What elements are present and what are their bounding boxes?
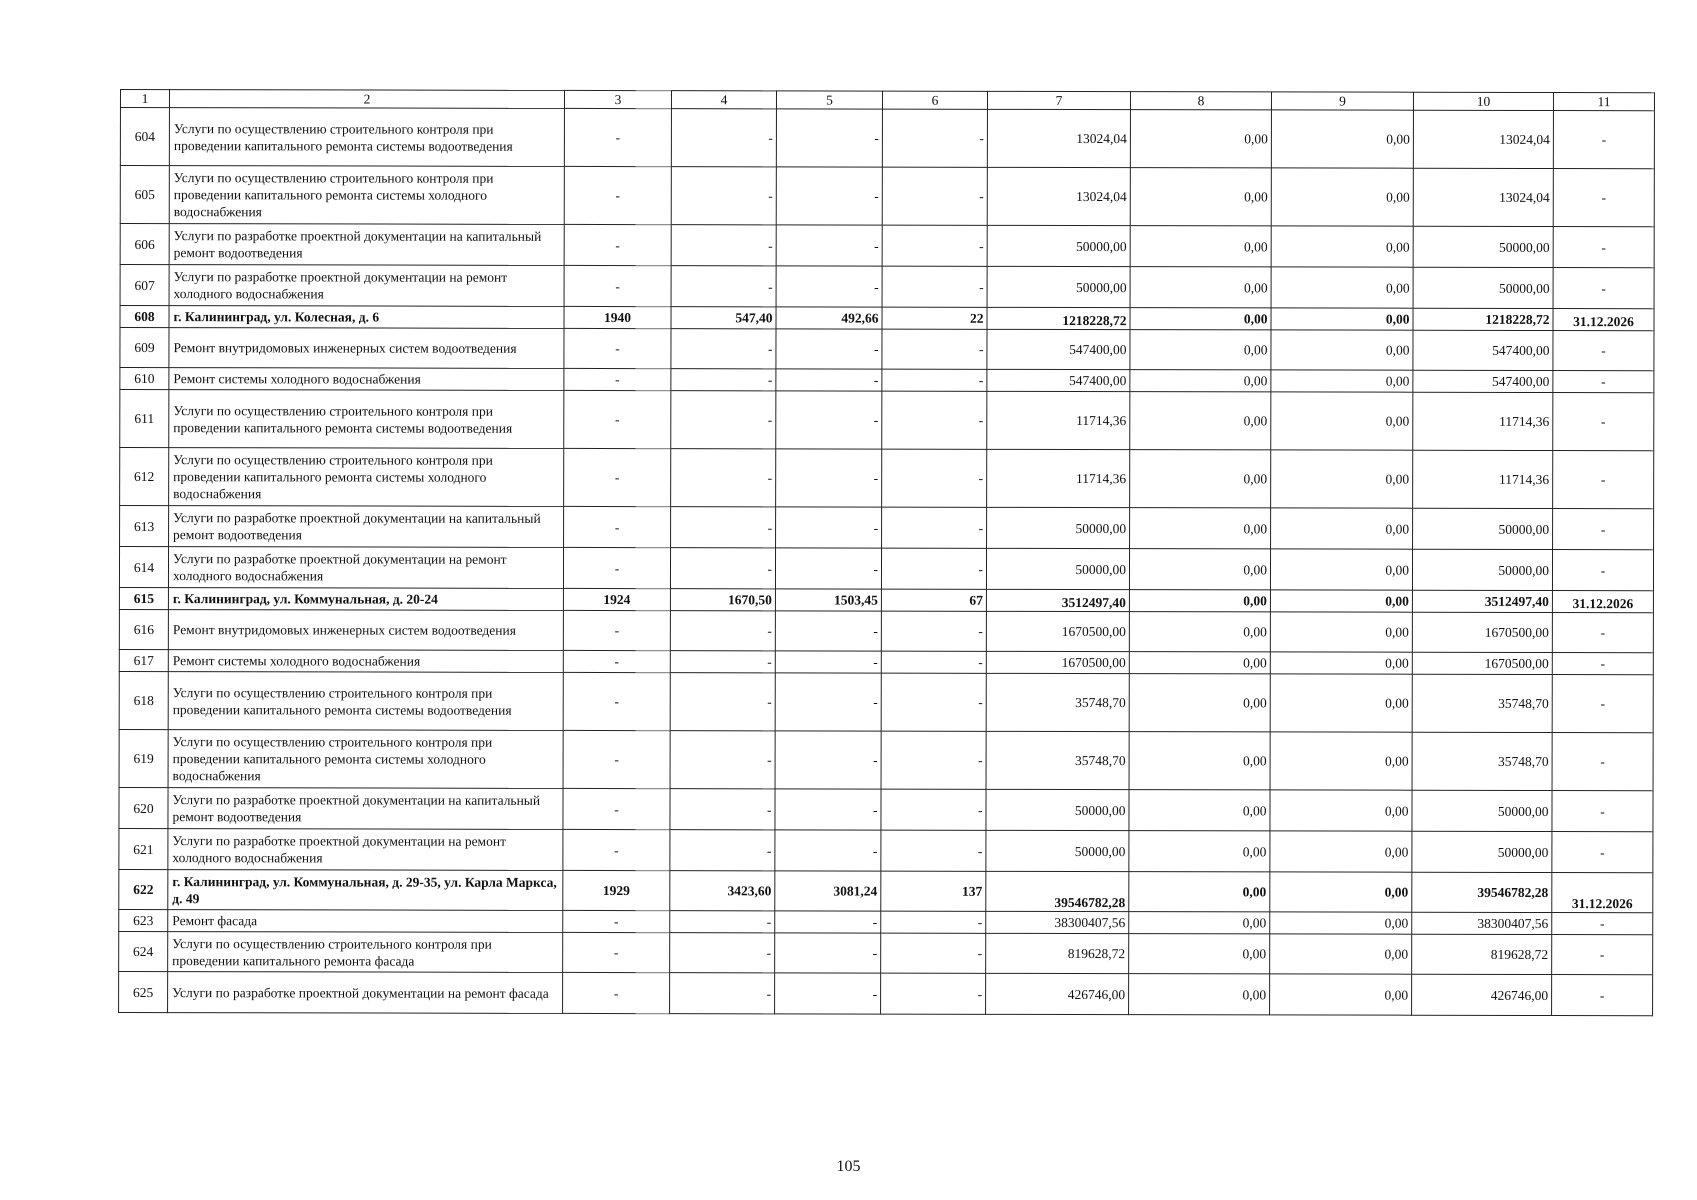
col10-amount-cell: 50000,00 [1413, 508, 1553, 549]
year-cell: - [564, 506, 671, 547]
col9-amount-cell: 0,00 [1271, 508, 1413, 549]
header-cell: 1 [120, 90, 169, 108]
year-cell: - [563, 547, 670, 588]
col6-cell: - [881, 651, 986, 673]
col8-amount-cell: 0,00 [1130, 308, 1271, 330]
header-cell: 8 [1130, 92, 1271, 110]
description-cell: Услуги по осуществлению строительного контроля при проведении капитального ремонта системы водоотведения [168, 672, 563, 731]
row-number-cell: 605 [120, 166, 169, 224]
address-row [119, 869, 1653, 912]
table-row [119, 828, 1653, 872]
col10-amount-cell: 50000,00 [1412, 790, 1552, 831]
col10-amount-cell: 547400,00 [1413, 370, 1553, 392]
col8-amount-cell: 0,00 [1129, 934, 1270, 974]
col10-amount-cell: 35748,70 [1412, 674, 1552, 732]
table-row [119, 609, 1653, 652]
year-cell: - [564, 166, 671, 224]
row-number-cell: 622 [119, 869, 168, 909]
col6-cell: - [881, 830, 986, 871]
page-number: 105 [836, 1158, 861, 1175]
deadline-cell: - [1553, 371, 1654, 393]
description-cell: Услуги по разработке проектной документации на ремонт холодного водоснабжения [169, 265, 564, 307]
col6-cell: 137 [881, 871, 986, 911]
col6-cell: 67 [881, 589, 986, 611]
deadline-cell: - [1552, 832, 1653, 873]
col5-cell: - [775, 673, 881, 731]
col4-cell: - [670, 731, 775, 789]
col9-amount-cell: 0,00 [1270, 612, 1412, 652]
col5-cell: - [775, 651, 881, 673]
row-number-cell: 608 [120, 306, 169, 328]
header-cell: 4 [671, 91, 776, 109]
col7-amount-cell: 819628,72 [986, 933, 1129, 973]
col10-amount-cell: 50000,00 [1413, 267, 1553, 308]
row-number-cell: 616 [119, 609, 168, 649]
year-cell: - [563, 788, 670, 829]
col8-amount-cell: 0,00 [1129, 912, 1270, 934]
row-number-cell: 617 [119, 649, 168, 671]
col5-cell: - [776, 369, 882, 391]
deadline-cell: - [1552, 653, 1653, 675]
year-cell: - [564, 448, 671, 506]
col6-cell: - [881, 673, 986, 731]
col4-cell: - [670, 789, 775, 830]
col7-amount-cell: 13024,04 [987, 167, 1130, 225]
table-row [119, 787, 1653, 831]
col10-amount-cell: 39546782,28 [1412, 872, 1552, 912]
col9-amount-cell: 0,00 [1270, 974, 1412, 1015]
col6-cell: - [882, 167, 987, 225]
description-cell: Услуги по осуществлению строительного контроля при проведении капитального ремонта системы водоотведения [169, 390, 564, 449]
col5-cell: - [775, 548, 881, 589]
deadline-cell: - [1552, 550, 1653, 591]
deadline-cell: - [1553, 331, 1654, 371]
description-cell: Услуги по осуществлению строительного контроля при проведении капитального ремонта фасада [168, 932, 563, 973]
row-number-cell: 618 [119, 671, 168, 729]
col5-cell: - [775, 731, 881, 789]
col8-amount-cell: 0,00 [1130, 370, 1271, 392]
col5-cell: - [776, 449, 882, 507]
table-row [119, 649, 1653, 674]
col9-amount-cell: 0,00 [1271, 308, 1413, 330]
col10-amount-cell: 1670500,00 [1412, 612, 1552, 652]
col10-amount-cell: 11714,36 [1413, 392, 1553, 450]
col4-cell: - [670, 911, 775, 933]
deadline-cell: - [1552, 613, 1653, 653]
col9-amount-cell: 0,00 [1270, 831, 1412, 872]
description-cell: Услуги по осуществлению строительного контроля при проведении капитального ремонта системы водоотведения [169, 108, 564, 167]
col7-amount-cell: 50000,00 [987, 266, 1130, 307]
header-cell: 10 [1413, 92, 1553, 110]
col9-amount-cell: 0,00 [1270, 549, 1412, 590]
table-row [120, 166, 1654, 227]
col6-cell: - [881, 973, 986, 1014]
col8-amount-cell: 0,00 [1130, 330, 1271, 370]
col8-amount-cell: 0,00 [1129, 974, 1270, 1015]
col7-amount-cell: 1670500,00 [986, 651, 1129, 673]
col4-cell: 1670,50 [670, 589, 775, 611]
description-cell: Услуги по разработке проектной документации на капитальный ремонт водоотведения [169, 506, 564, 548]
description-cell: Ремонт системы холодного водоснабжения [168, 650, 563, 673]
col6-cell: - [881, 911, 986, 933]
col4-cell: 3423,60 [670, 871, 775, 911]
col5-cell: - [775, 973, 881, 1014]
year-cell: - [564, 265, 671, 306]
table-row [119, 671, 1653, 732]
deadline-cell: - [1552, 935, 1653, 975]
col8-amount-cell: 0,00 [1129, 872, 1270, 912]
header-cell: 2 [169, 90, 564, 109]
header-cell: 5 [776, 91, 882, 109]
col7-amount-cell: 547400,00 [987, 369, 1130, 391]
row-number-cell: 619 [119, 729, 168, 787]
col9-amount-cell: 0,00 [1270, 674, 1412, 732]
col7-amount-cell: 1670500,00 [986, 611, 1129, 651]
row-number-cell: 610 [120, 368, 169, 390]
description-cell: Ремонт фасада [168, 910, 563, 933]
col6-cell: - [882, 391, 987, 449]
col4-cell: - [671, 391, 776, 449]
table-row [120, 368, 1654, 393]
col7-amount-cell: 50000,00 [986, 789, 1129, 830]
deadline-cell: - [1553, 169, 1654, 227]
deadline-cell: - [1552, 733, 1653, 791]
col6-cell: - [881, 731, 986, 789]
row-number-cell: 609 [120, 328, 169, 368]
col8-amount-cell: 0,00 [1130, 392, 1271, 450]
col6-cell: - [881, 548, 986, 589]
col8-amount-cell: 0,00 [1130, 450, 1271, 508]
description-cell: Услуги по разработке проектной документации на ремонт холодного водоснабжения [168, 547, 563, 589]
year-cell: - [563, 672, 670, 730]
col7-amount-cell: 39546782,28 [986, 871, 1129, 911]
col8-amount-cell: 0,00 [1129, 790, 1270, 831]
table-row [120, 448, 1654, 509]
col8-amount-cell: 0,00 [1130, 110, 1271, 168]
col4-cell: - [671, 329, 776, 369]
col7-amount-cell: 11714,36 [987, 391, 1130, 449]
description-cell: г. Калининград, ул. Колесная, д. 6 [169, 306, 564, 329]
year-cell: - [563, 829, 670, 870]
col8-amount-cell: 0,00 [1130, 267, 1271, 308]
col9-amount-cell: 0,00 [1271, 168, 1413, 226]
year-cell: 1929 [563, 870, 670, 910]
col8-amount-cell: 0,00 [1130, 508, 1271, 549]
col4-cell: - [670, 548, 775, 589]
col6-cell: - [881, 933, 986, 973]
year-cell: - [563, 730, 670, 788]
year-cell: - [564, 108, 671, 166]
description-cell: Услуги по разработке проектной документации на ремонт холодного водоснабжения [168, 829, 563, 871]
col7-amount-cell: 35748,70 [986, 731, 1129, 789]
col8-amount-cell: 0,00 [1129, 612, 1270, 652]
col9-amount-cell: 0,00 [1270, 872, 1412, 912]
col4-cell: - [671, 369, 776, 391]
col5-cell: - [776, 225, 882, 266]
col10-amount-cell: 50000,00 [1412, 831, 1552, 872]
table-row [120, 265, 1654, 309]
year-cell: 1940 [564, 306, 671, 328]
col7-amount-cell: 50000,00 [987, 507, 1130, 548]
deadline-cell: - [1553, 451, 1654, 509]
col10-amount-cell: 1218228,72 [1413, 308, 1553, 330]
year-cell: - [563, 910, 670, 932]
col7-amount-cell: 1218228,72 [987, 307, 1130, 329]
table-row [119, 547, 1653, 591]
description-cell: Услуги по разработке проектной документации на ремонт фасада [168, 972, 563, 1014]
row-number-cell: 607 [120, 265, 169, 306]
row-number-cell: 624 [119, 931, 168, 971]
table-row [120, 108, 1654, 169]
year-cell: - [564, 328, 671, 368]
description-cell: Ремонт внутридомовых инженерных систем водоотведения [168, 610, 563, 651]
col5-cell: - [776, 167, 882, 225]
deadline-cell: 31.12.2026 [1552, 873, 1653, 913]
col8-amount-cell: 0,00 [1129, 732, 1270, 790]
col4-cell: 547,40 [671, 307, 776, 329]
col7-amount-cell: 50000,00 [987, 225, 1130, 266]
col4-cell: - [670, 673, 775, 731]
deadline-cell: - [1553, 268, 1654, 309]
col10-amount-cell: 50000,00 [1413, 226, 1553, 267]
col6-cell: - [882, 266, 987, 307]
col9-amount-cell: 0,00 [1271, 450, 1413, 508]
data-table [118, 89, 1655, 1016]
table-row [119, 931, 1653, 974]
description-cell: Ремонт внутридомовых инженерных систем водоотведения [169, 328, 564, 369]
col4-cell: - [670, 830, 775, 871]
col7-amount-cell: 35748,70 [986, 673, 1129, 731]
table-row [119, 909, 1653, 934]
col10-amount-cell: 50000,00 [1412, 549, 1552, 590]
col9-amount-cell: 0,00 [1271, 267, 1413, 308]
deadline-cell: - [1553, 393, 1654, 451]
header-cell: 9 [1271, 92, 1413, 110]
col5-cell: - [776, 266, 882, 307]
col4-cell: - [670, 933, 775, 973]
col8-amount-cell: 0,00 [1129, 549, 1270, 590]
header-cell: 7 [987, 91, 1130, 109]
col10-amount-cell: 35748,70 [1412, 732, 1552, 790]
description-cell: г. Калининград, ул. Коммунальная, д. 20-24 [168, 588, 563, 611]
col8-amount-cell: 0,00 [1129, 590, 1270, 612]
col9-amount-cell: 0,00 [1270, 790, 1412, 831]
table-row [119, 729, 1653, 790]
col4-cell: - [670, 611, 775, 651]
description-cell: Услуги по разработке проектной документации на капитальный ремонт водоотведения [168, 788, 563, 830]
col9-amount-cell: 0,00 [1270, 732, 1412, 790]
col8-amount-cell: 0,00 [1129, 652, 1270, 674]
address-row [120, 306, 1654, 331]
col6-cell: - [882, 507, 987, 548]
col10-amount-cell: 819628,72 [1412, 934, 1552, 974]
col10-amount-cell: 547400,00 [1413, 330, 1553, 370]
description-cell: Услуги по разработке проектной документации на капитальный ремонт водоотведения [169, 224, 564, 266]
col9-amount-cell: 0,00 [1270, 652, 1412, 674]
col6-cell: 22 [882, 307, 987, 329]
col9-amount-cell: 0,00 [1271, 110, 1413, 168]
col4-cell: - [671, 225, 776, 266]
col5-cell: 1503,45 [775, 589, 881, 611]
col4-cell: - [671, 167, 776, 225]
deadline-cell: - [1552, 675, 1653, 733]
col6-cell: - [881, 789, 986, 830]
row-number-cell: 615 [119, 587, 168, 609]
col5-cell: 3081,24 [775, 871, 881, 911]
header-cell: 6 [882, 91, 987, 109]
year-cell: - [563, 610, 670, 650]
col5-cell: - [775, 933, 881, 973]
col4-cell: - [670, 973, 775, 1014]
col10-amount-cell: 13024,04 [1413, 110, 1553, 168]
year-cell: - [563, 972, 670, 1013]
col10-amount-cell: 13024,04 [1413, 168, 1553, 226]
col5-cell: - [775, 830, 881, 871]
col6-cell: - [881, 611, 986, 651]
col5-cell: - [775, 789, 881, 830]
col9-amount-cell: 0,00 [1271, 330, 1413, 370]
col6-cell: - [882, 109, 987, 167]
col7-amount-cell: 11714,36 [987, 449, 1130, 507]
deadline-cell: - [1552, 791, 1653, 832]
col8-amount-cell: 0,00 [1130, 168, 1271, 226]
address-row [119, 587, 1653, 612]
year-cell: - [564, 368, 671, 390]
row-number-cell: 613 [120, 506, 169, 547]
col5-cell: - [776, 391, 882, 449]
row-number-cell: 606 [120, 224, 169, 265]
col4-cell: - [670, 651, 775, 673]
table-row [120, 390, 1654, 451]
deadline-cell: - [1553, 509, 1654, 550]
description-cell: Услуги по осуществлению строительного контроля при проведении капитального ремонта системы холодного водоснабжения [169, 166, 564, 225]
col8-amount-cell: 0,00 [1130, 226, 1271, 267]
col9-amount-cell: 0,00 [1270, 912, 1412, 934]
col9-amount-cell: 0,00 [1271, 370, 1413, 392]
col4-cell: - [671, 109, 776, 167]
header-cell: 11 [1553, 93, 1654, 111]
col4-cell: - [671, 507, 776, 548]
col7-amount-cell: 3512497,40 [986, 589, 1129, 611]
year-cell: - [563, 650, 670, 672]
col4-cell: - [671, 449, 776, 507]
col9-amount-cell: 0,00 [1271, 392, 1413, 450]
col5-cell: - [776, 109, 882, 167]
col10-amount-cell: 1670500,00 [1412, 652, 1552, 674]
table-row [120, 328, 1654, 371]
col5-cell: - [776, 507, 882, 548]
row-number-cell: 620 [119, 787, 168, 828]
description-cell: Ремонт системы холодного водоснабжения [169, 368, 564, 391]
row-number-cell: 621 [119, 828, 168, 869]
deadline-cell: - [1553, 227, 1654, 268]
year-cell: - [564, 224, 671, 265]
col7-amount-cell: 13024,04 [987, 109, 1130, 167]
col6-cell: - [882, 369, 987, 391]
row-number-cell: 612 [120, 448, 169, 506]
col7-amount-cell: 50000,00 [986, 830, 1129, 871]
row-number-cell: 625 [119, 971, 168, 1012]
col10-amount-cell: 11714,36 [1413, 450, 1553, 508]
row-number-cell: 623 [119, 909, 168, 931]
col5-cell: - [775, 911, 881, 933]
col5-cell: - [776, 329, 882, 369]
table-row [119, 971, 1653, 1015]
col9-amount-cell: 0,00 [1270, 590, 1412, 612]
deadline-cell: - [1552, 975, 1653, 1016]
description-cell: Услуги по осуществлению строительного контроля при проведении капитального ремонта системы холодного водоснабжения [169, 448, 564, 507]
col6-cell: - [882, 449, 987, 507]
header-cell: 3 [564, 90, 671, 108]
description-cell: г. Калининград, ул. Коммунальная, д. 29-35, ул. Карла Маркса, д. 49 [168, 870, 563, 911]
year-cell: - [564, 390, 671, 448]
deadline-cell: - [1552, 913, 1653, 935]
row-number-cell: 614 [119, 547, 168, 588]
col10-amount-cell: 426746,00 [1412, 974, 1552, 1015]
row-number-cell: 604 [120, 108, 169, 166]
col7-amount-cell: 547400,00 [987, 329, 1130, 369]
description-cell: Услуги по осуществлению строительного контроля при проведении капитального ремонта системы холодного водоснабжения [168, 730, 563, 789]
deadline-cell: 31.12.2026 [1552, 591, 1653, 613]
col9-amount-cell: 0,00 [1270, 934, 1412, 974]
col7-amount-cell: 426746,00 [986, 973, 1129, 1014]
col8-amount-cell: 0,00 [1129, 831, 1270, 872]
col6-cell: - [882, 225, 987, 266]
row-number-cell: 611 [120, 390, 169, 448]
deadline-cell: 31.12.2026 [1553, 309, 1654, 331]
col8-amount-cell: 0,00 [1129, 674, 1270, 732]
table-row [120, 224, 1654, 268]
col9-amount-cell: 0,00 [1271, 226, 1413, 267]
col5-cell: 492,66 [776, 307, 882, 329]
col7-amount-cell: 50000,00 [986, 548, 1129, 589]
col5-cell: - [775, 611, 881, 651]
col7-amount-cell: 38300407,56 [986, 911, 1129, 933]
col4-cell: - [671, 266, 776, 307]
col10-amount-cell: 3512497,40 [1412, 590, 1552, 612]
deadline-cell: - [1553, 111, 1654, 169]
col6-cell: - [882, 329, 987, 369]
year-cell: - [563, 932, 670, 972]
table-body [119, 108, 1655, 1016]
table-row [120, 506, 1654, 550]
year-cell: 1924 [563, 588, 670, 610]
col10-amount-cell: 38300407,56 [1412, 912, 1552, 934]
